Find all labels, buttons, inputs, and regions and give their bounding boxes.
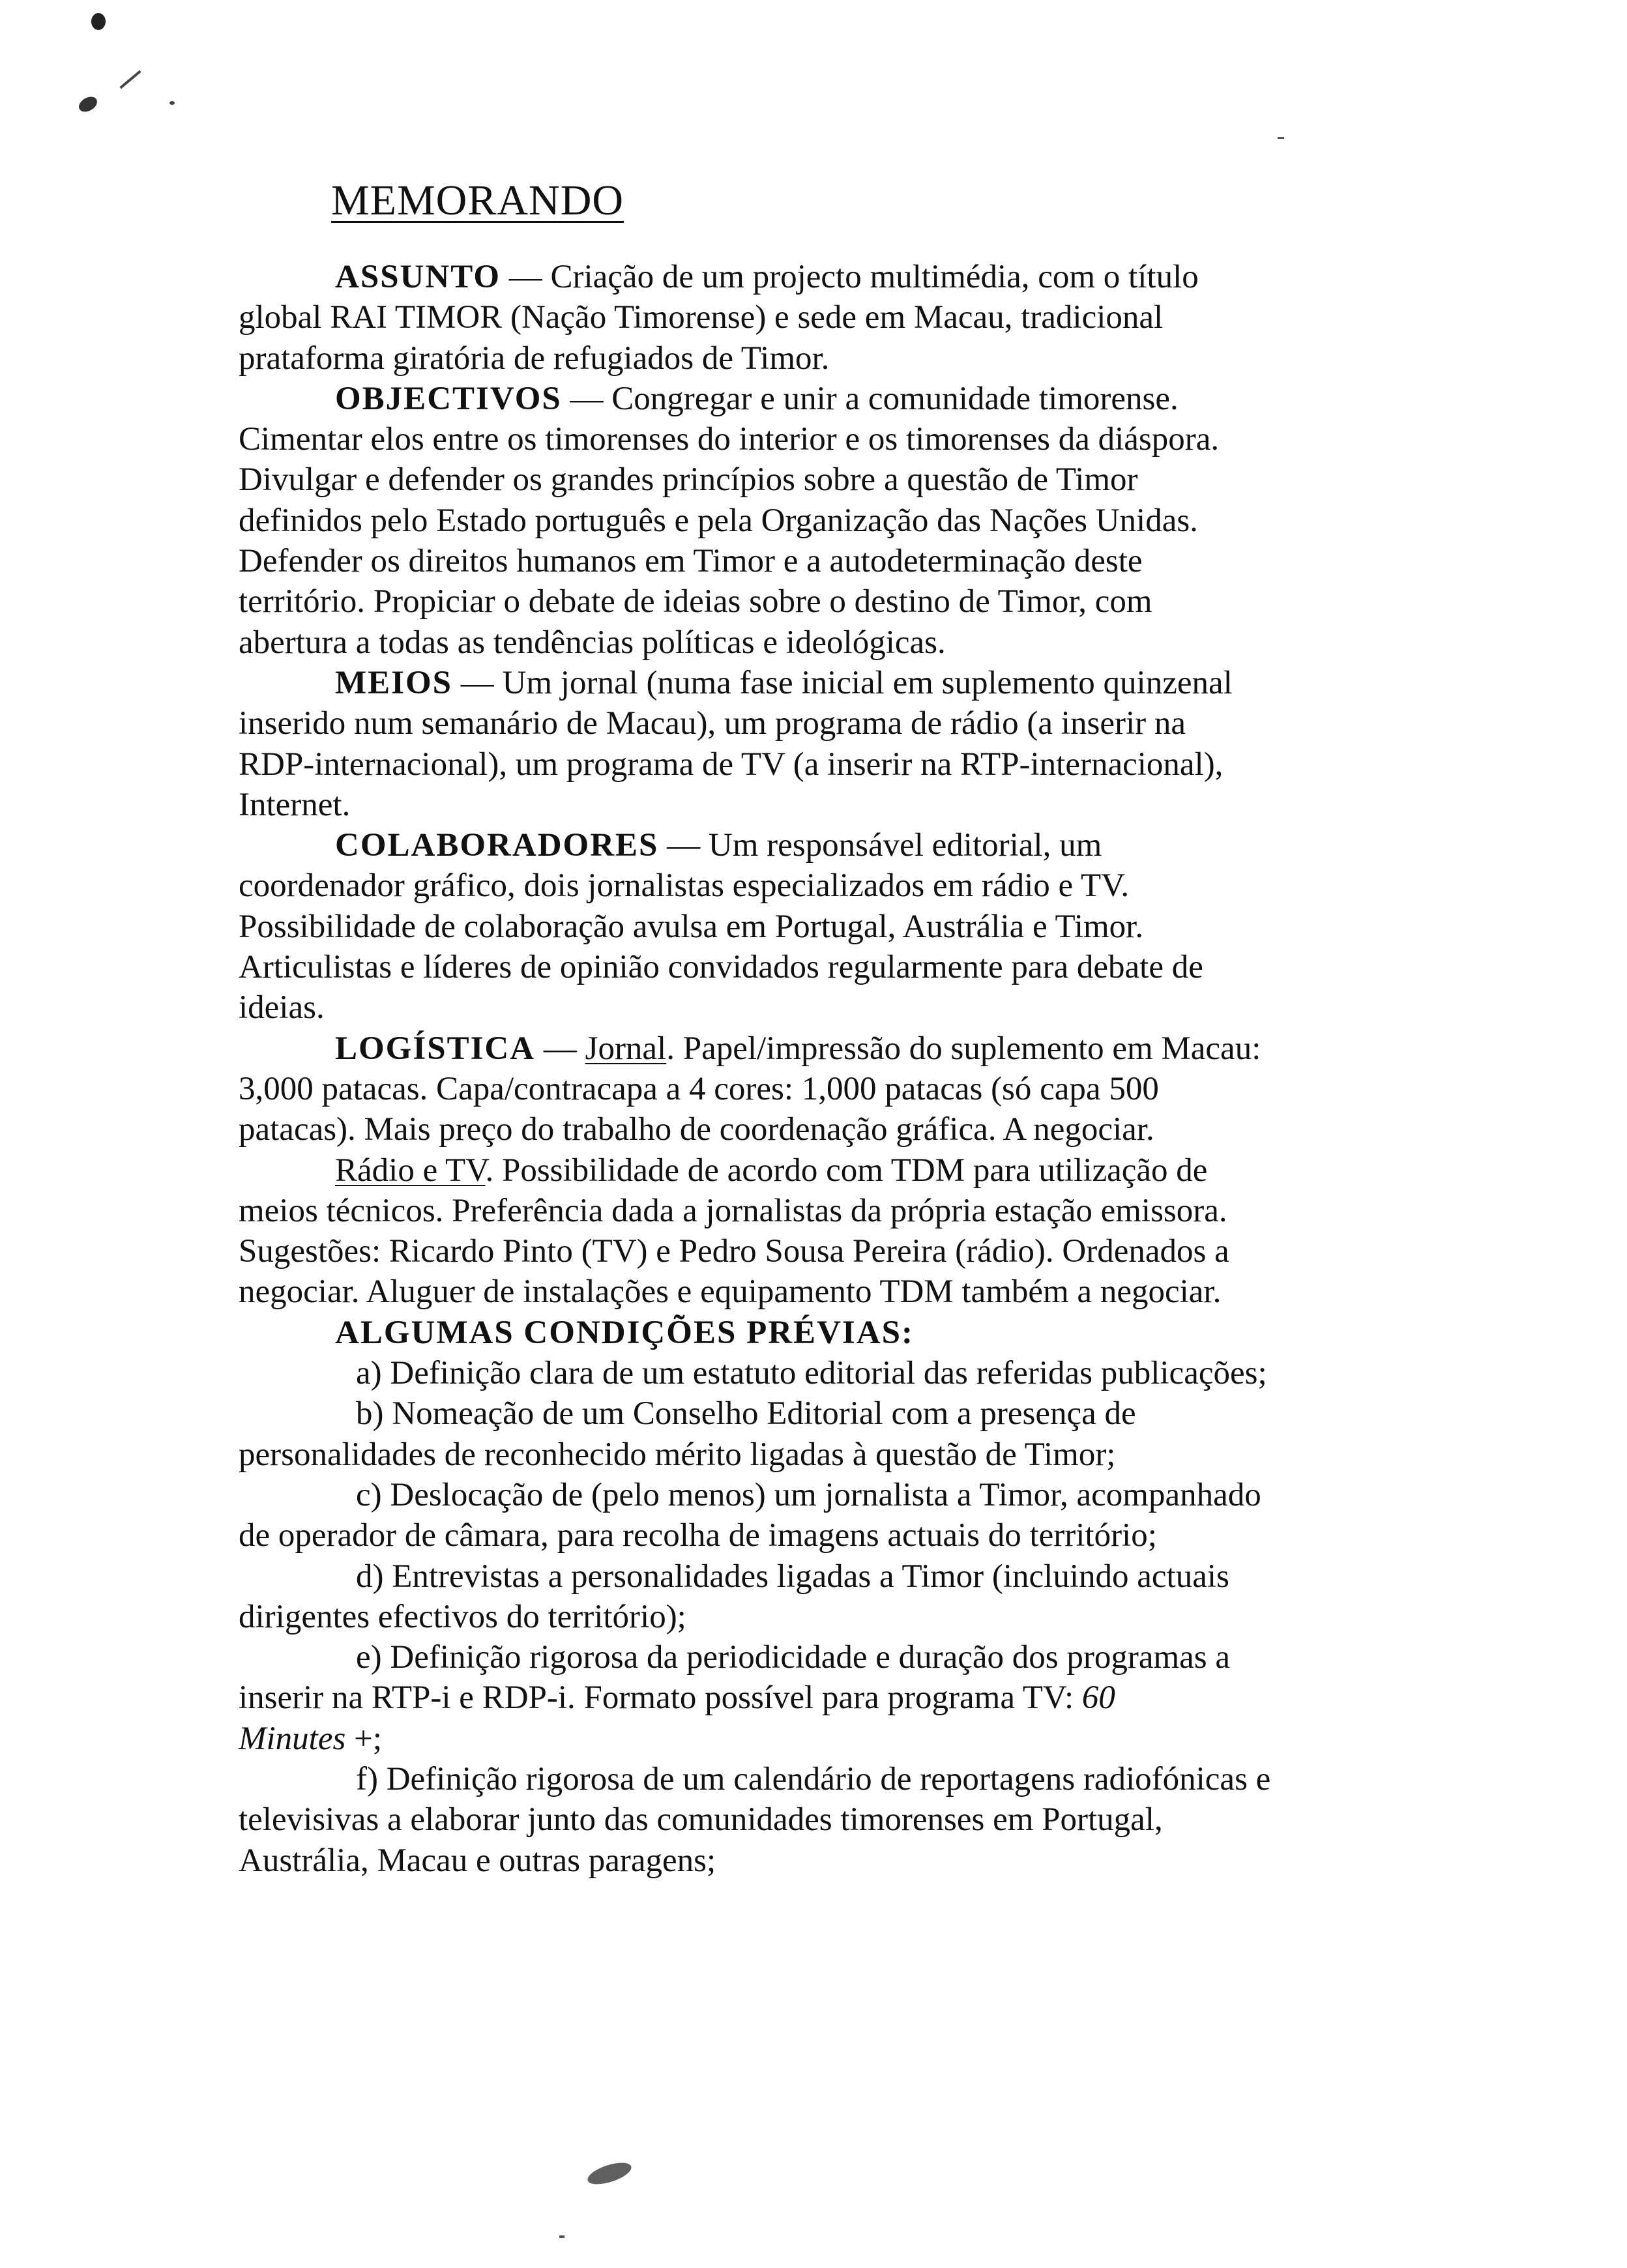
condicao-e-line-3: Minutes +; (239, 1720, 382, 1757)
objectivos-line-1: OBJECTIVOS — Congregar e unir a comunidade timorense. (335, 380, 1179, 417)
condicao-a-line-1: a) Definição clara de um estatuto editorial das referidas publicações; (356, 1355, 1267, 1392)
condicao-d-line-2: dirigentes efectivos do território); (239, 1598, 686, 1635)
condicao-f-line-3: Austrália, Macau e outras paragens; (239, 1842, 716, 1879)
jornal-label: Jornal (585, 1030, 667, 1067)
radio-tv-label: Rádio e TV (335, 1152, 486, 1189)
logistica-line-3: patacas). Mais preço do trabalho de coordenação gráfica. A negociar. (239, 1111, 1154, 1148)
objectivos-heading: OBJECTIVOS (335, 380, 562, 417)
condicao-c-line-2: de operador de câmara, para recolha de imagens actuais do território; (239, 1517, 1157, 1554)
ink-speck (76, 94, 100, 115)
logistica-heading: LOGÍSTICA (335, 1030, 536, 1067)
condicao-b-line-1: b) Nomeação de um Conselho Editorial com a presença de (356, 1395, 1136, 1432)
radio-line-3: Sugestões: Ricardo Pinto (TV) e Pedro Sousa Pereira (rádio). Ordenados a (239, 1233, 1229, 1270)
ink-speck (169, 101, 175, 105)
ink-speck (1278, 137, 1284, 139)
condicoes-heading-line (239, 1313, 1399, 1353)
colaboradores-line-5: ideias. (239, 989, 325, 1026)
objectivos-line-5: Defender os direitos humanos em Timor e a autodeterminação deste (239, 543, 1143, 580)
objectivos-line-4: definidos pelo Estado português e pela Organização das Nações Unidas. (239, 502, 1198, 539)
colaboradores-line-2: coordenador gráfico, dois jornalistas especializados em rádio e TV. (239, 867, 1130, 905)
condicao-e-line-1: e) Definição rigorosa da periodicidade e duração dos programas a (356, 1639, 1230, 1676)
assunto-line-3: prataforma giratória de refugiados de Timor. (239, 340, 830, 377)
ink-smudge (585, 2159, 634, 2188)
meios-heading: MEIOS (335, 664, 453, 701)
objectivos-line-2: Cimentar elos entre os timorenses do interior e os timorenses da diáspora. (239, 421, 1220, 458)
condicao-b-line-2: personalidades de reconhecido mérito ligadas à questão de Timor; (239, 1436, 1116, 1473)
memo-title: MEMORANDO (331, 177, 624, 224)
condicao-c-line-1: c) Deslocação de (pelo menos) um jornalista a Timor, acompanhado (356, 1476, 1261, 1513)
meios-line-3: RDP-internacional), um programa de TV (a inserir na RTP-internacional), (239, 746, 1224, 783)
condicao-d-line-1: d) Entrevistas a personalidades ligadas a Timor (incluindo actuais (356, 1558, 1229, 1595)
objectivos-line-3: Divulgar e defender os grandes princípios sobre a questão de Timor (239, 461, 1138, 499)
colaboradores-line-1: COLABORADORES — Um responsável editorial, um (335, 827, 1102, 864)
radio-line-1: Rádio e TV. Possibilidade de acordo com TDM para utilização de (335, 1152, 1208, 1189)
condicao-f-line-1: f) Definição rigorosa de um calendário de reportagens radiofónicas e (356, 1760, 1271, 1797)
assunto-heading: ASSUNTO (335, 259, 501, 295)
colaboradores-heading: COLABORADORES (335, 827, 659, 864)
colaboradores-line-3: Possibilidade de colaboração avulsa em Portugal, Austrália e Timor. (239, 908, 1144, 945)
ink-speck (91, 13, 106, 30)
radio-line-4: negociar. Aluguer de instalações e equipamento TDM também a negociar. (239, 1273, 1222, 1311)
meios-line-4: Internet. (239, 786, 351, 823)
condicoes-heading: ALGUMAS CONDIÇÕES PRÉVIAS: (335, 1314, 914, 1351)
condicao-e-line-2: inserir na RTP-i e RDP-i. Formato possível para programa TV: 60 (239, 1679, 1115, 1717)
logistica-line-2: 3,000 patacas. Capa/contracapa a 4 cores: 1,000 patacas (só capa 500 (239, 1070, 1159, 1107)
colaboradores-line-4: Articulistas e líderes de opinião convidados regularmente para debate de (239, 949, 1203, 986)
assunto-line-2: global RAI TIMOR (Nação Timorense) e sede em Macau, tradicional (239, 299, 1164, 336)
objectivos-line-7: abertura a todas as tendências políticas e ideológicas. (239, 624, 946, 661)
memo-body (239, 257, 1399, 1881)
objectivos-line-6: território. Propiciar o debate de ideias sobre o destino de Timor, com (239, 583, 1152, 620)
meios-line-1: MEIOS — Um jornal (numa fase inicial em suplemento quinzenal (335, 664, 1233, 701)
assunto-line-1: ASSUNTO — Criação de um projecto multimédia, com o título (335, 259, 1199, 295)
ink-speck (119, 70, 141, 89)
radio-line-2: meios técnicos. Preferência dada a jornalistas da própria estação emissora. (239, 1192, 1227, 1229)
condicao-f-line-2: televisivas a elaborar junto das comunidades timorenses em Portugal, (239, 1801, 1163, 1839)
ink-speck (559, 2235, 564, 2238)
logistica-line-1: LOGÍSTICA — Jornal. Papel/impressão do suplemento em Macau: (335, 1030, 1261, 1067)
meios-line-2: inserido num semanário de Macau), um programa de rádio (a inserir na (239, 705, 1186, 742)
